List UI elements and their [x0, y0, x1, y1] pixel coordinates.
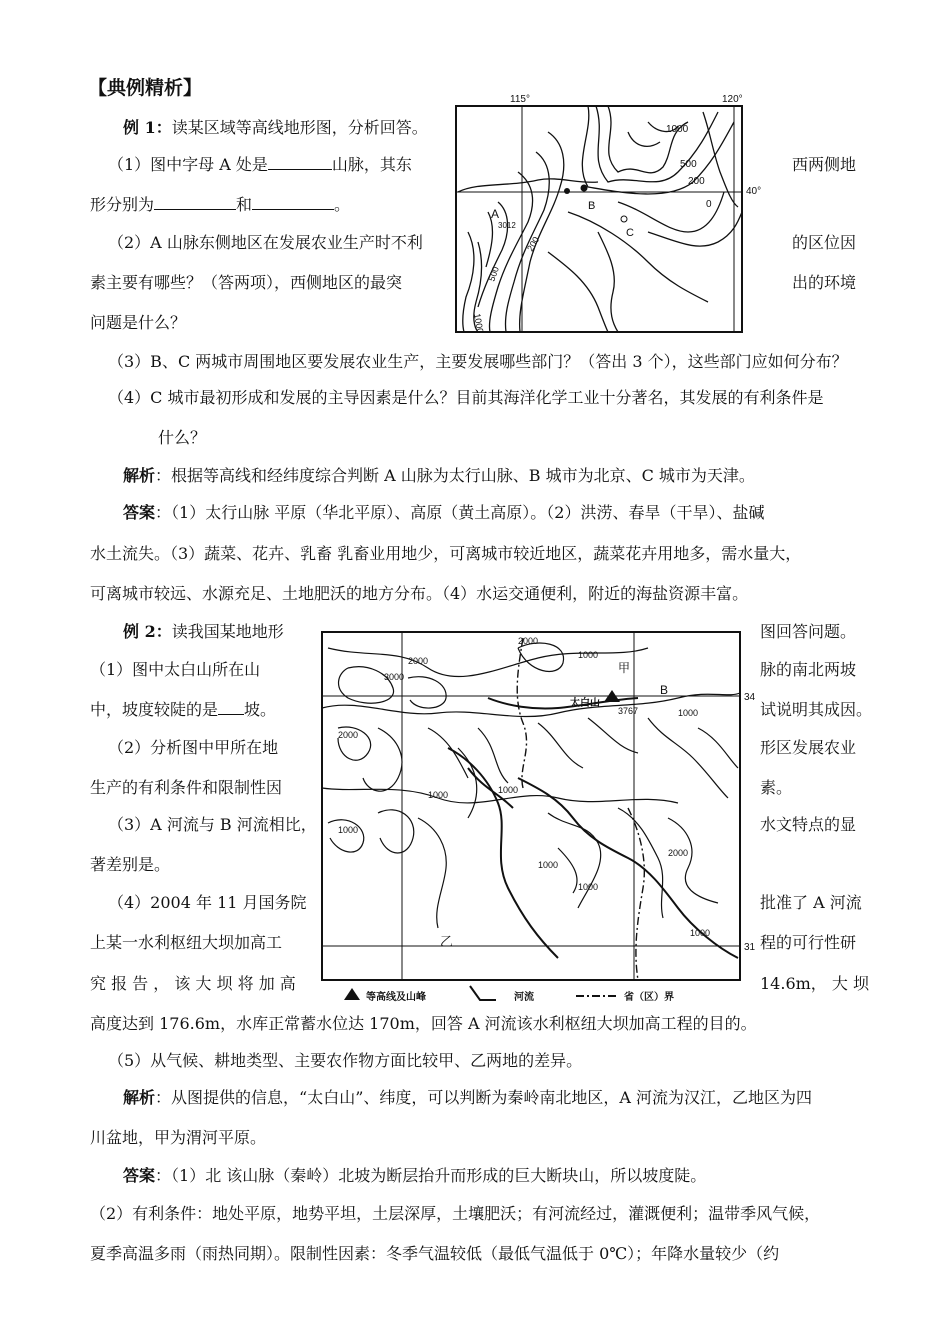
ex2-answer-2: （2）有利条件：地处平原，地势平坦，土层深厚，土壤肥沃；有河流经过，灌溉便利；温带季风气候， — [90, 1204, 821, 1223]
ex1-q2-text-d: 出的环境 — [792, 273, 857, 292]
ex2-q4-d: 程的可行性研 — [760, 933, 857, 952]
legend-river-label: 河流 — [514, 992, 534, 1003]
ex2-q3-c: 著差别是。 — [90, 855, 171, 874]
label-a-height: 3012 — [498, 221, 516, 230]
contour-label-w500: 500 — [486, 265, 502, 283]
ex1-q1-text-b: 山脉，其东 — [331, 155, 412, 174]
city-dot — [564, 188, 570, 194]
ex1-q1-text-c: 西两侧地 — [792, 155, 857, 174]
contour-label-1000g: 1000 — [578, 882, 599, 892]
ex1-q1-text-a: （1）图中字母 A 处是 — [108, 155, 268, 174]
ex1-prompt-line — [123, 118, 428, 138]
lat-40-label: 40° — [746, 186, 762, 197]
ex2-q4-c: 上某一水利枢纽大坝加高工 — [90, 933, 283, 952]
lon-120-label: 120° — [722, 94, 743, 105]
ex1-q1-text-f: 。 — [334, 195, 351, 214]
ex2-q1-e: 试说明其成因。 — [760, 700, 873, 719]
ex1-q2-text-a: （2）A 山脉东侧地区在发展农业生产时不利 — [108, 233, 423, 252]
contour-label-2000c: 2000 — [338, 730, 359, 740]
label-c: C — [626, 227, 634, 239]
answer-blank[interactable] — [252, 195, 334, 210]
ex2-analysis-2: 川盆地，甲为渭河平原。 — [90, 1128, 267, 1147]
city-b-dot — [581, 185, 588, 192]
legend-peak-icon — [344, 988, 360, 1000]
contour-label-2000: 2000 — [408, 656, 429, 666]
city-c-dot — [621, 216, 627, 222]
ex2-q5: （5）从气候、耕地类型、主要农作物方面比较甲、乙两地的差异。 — [108, 1051, 583, 1070]
ex1-q4-b: 什么？ — [158, 428, 207, 447]
ex2-q4-b: 批准了 A 河流 — [760, 893, 862, 912]
ex2-prompt-line — [123, 622, 284, 642]
contour-label-1000f: 1000 — [538, 860, 559, 870]
answer-blank[interactable] — [218, 700, 244, 715]
ex2-prompt: 读我国某地地形 — [171, 622, 284, 641]
map-legend — [344, 986, 674, 1003]
ex2-q4-g: 高度达到 176.6m，水库正常蓄水位达 170m，回答 A 河流该水利枢纽大坝加高工程的目的。 — [90, 1014, 757, 1033]
ex2-q3-a: （3）A 河流与 B 河流相比， — [108, 815, 317, 834]
ex2-q1-c: 中，坡度较陡的是 — [90, 700, 219, 719]
ex2-answer-1 — [123, 1166, 706, 1186]
contour-label-2000b: 2000 — [518, 636, 539, 646]
ex2-q1-b: 脉的南北两坡 — [760, 660, 857, 679]
ex1-answer-1 — [123, 503, 764, 523]
analysis-text: ：根据等高线和经纬度综合判断 A 山脉为太行山脉、B 城市为北京、C 城市为天津。 — [155, 466, 755, 485]
contour-label-w200: 200 — [525, 234, 542, 253]
analysis-label: 解析 — [123, 1088, 156, 1107]
ex1-q2-text-c: 素主要有哪些？（答两项），西侧地区的最突 — [90, 273, 403, 292]
ex1-q1-line1 — [108, 155, 412, 175]
legend-peak-label: 等高线及山峰 — [366, 992, 426, 1003]
ex1-analysis — [123, 466, 755, 486]
analysis-text: ：从图提供的信息，“太白山”、纬度，可以判断为秦岭南北地区，A 河流为汉江，乙地区为四 — [155, 1088, 813, 1107]
peak-label: 太白山 — [570, 698, 600, 709]
ex2-q1-a: （1）图中太白山所在山 — [90, 660, 261, 679]
ex1-q3: （3）B、C 两城市周围地区要发展农业生产，主要发展哪些部门？（答出 3 个），这些部门应如何分布？ — [108, 352, 848, 371]
label-a: A — [491, 207, 500, 221]
ex2-q4-f: 14.6m， 大 坝 — [760, 974, 869, 993]
contour-label-w1000: 1000 — [472, 312, 486, 335]
ex2-analysis-1 — [123, 1088, 812, 1108]
contour-label-200: 200 — [688, 176, 705, 187]
ex1-q1-line2 — [90, 195, 350, 215]
ex1-q1-text-d: 形分别为 — [90, 195, 155, 214]
label-b: B — [660, 683, 669, 697]
section-title: 【典例精析】 — [88, 77, 203, 99]
rivers — [448, 698, 738, 958]
ex2-q2-a: （2）分析图中甲所在地 — [108, 738, 279, 757]
ex1-q4-a: （4）C 城市最初形成和发展的主导因素是什么？目前其海洋化学工业十分著名，其发展的有利条件是 — [108, 388, 824, 407]
ex2-q1-line2 — [90, 700, 276, 720]
label-jia: 甲 — [618, 661, 631, 675]
ex1-label: 例 1： — [123, 118, 172, 137]
ex2-q2-b: 形区发展农业 — [760, 738, 857, 757]
answer-text: ：（1）北 该山脉（秦岭）北坡为断层抬升而形成的巨大断块山，所以坡度陡。 — [155, 1166, 707, 1185]
contour-label-1000c: 1000 — [428, 790, 449, 800]
lat-31-label: 31 — [744, 942, 756, 953]
ex2-q2-c: 生产的有利条件和限制性因 — [90, 778, 283, 797]
ex2-q2-d: 素。 — [760, 778, 793, 797]
contour-label-1000h: 1000 — [690, 928, 711, 938]
ex2-q4-e: 究 报 告 ， 该 大 坝 将 加 高 — [90, 974, 296, 993]
answer-label: 答案 — [123, 503, 156, 522]
contour-label-1000d: 1000 — [498, 785, 519, 795]
contour-label-3000: 3000 — [384, 672, 405, 682]
answer-text: ：（1）太行山脉 平原（华北平原）、高原（黄土高原）。（2）洪涝、春旱（干旱）、盐碱 — [155, 503, 765, 522]
ex2-q4-a: （4）2004 年 11 月国务院 — [108, 893, 307, 912]
ex2-label: 例 2： — [123, 622, 172, 641]
contour-label-1000e: 1000 — [338, 825, 359, 835]
ex2-terrain-map — [318, 628, 758, 1008]
label-yi: 乙 — [440, 934, 454, 949]
label-b: B — [588, 200, 596, 212]
province-borders — [517, 638, 644, 980]
contour-label-1000: 1000 — [666, 124, 689, 135]
contour-label-2000d: 2000 — [668, 848, 689, 858]
ex2-q1-d: 坡。 — [244, 700, 277, 719]
ex2-q3-b: 水文特点的显 — [760, 815, 857, 834]
answer-blank[interactable] — [268, 155, 332, 170]
ex1-answer-2: 水土流失。（3）蔬菜、花卉、乳畜 乳畜业用地少，可离城市较近地区，蔬菜花卉用地多，需水量大， — [90, 544, 802, 563]
analysis-label: 解析 — [123, 466, 156, 485]
lon-115-label: 115° — [510, 94, 530, 105]
contour-label-500: 500 — [680, 159, 697, 170]
ex1-answer-3: 可离城市较远、水源充足、土地肥沃的地方分布。（4）水运交通便利，附近的海盐资源丰富。 — [90, 584, 749, 603]
contour-label-0: 0 — [706, 199, 712, 210]
legend-river-icon — [470, 986, 496, 1000]
ex1-contour-map — [448, 92, 762, 336]
ex1-prompt: 读某区域等高线地形图，分析回答。 — [171, 118, 428, 137]
ex2-answer-3: 夏季高温多雨（雨热同期）。限制性因素：冬季气温较低（最低气温低于 0℃）；年降水量较少（约 — [90, 1244, 780, 1263]
lat-34-label: 34 — [744, 692, 756, 703]
contour-label-1000b: 1000 — [678, 708, 699, 718]
answer-blank[interactable] — [154, 195, 236, 210]
ex1-q1-text-e: 和 — [236, 195, 253, 214]
ex1-q2-text-e: 问题是什么？ — [90, 313, 187, 332]
answer-label: 答案 — [123, 1166, 156, 1185]
contour-lines — [458, 106, 742, 335]
legend-border-label: 省（区）界 — [624, 992, 674, 1003]
peak-height-label: 3767 — [618, 706, 639, 716]
ex2-prompt-b: 图回答问题。 — [760, 622, 857, 641]
ex1-q2-text-b: 的区位因 — [792, 233, 857, 252]
contour-label-1000: 1000 — [578, 650, 599, 660]
